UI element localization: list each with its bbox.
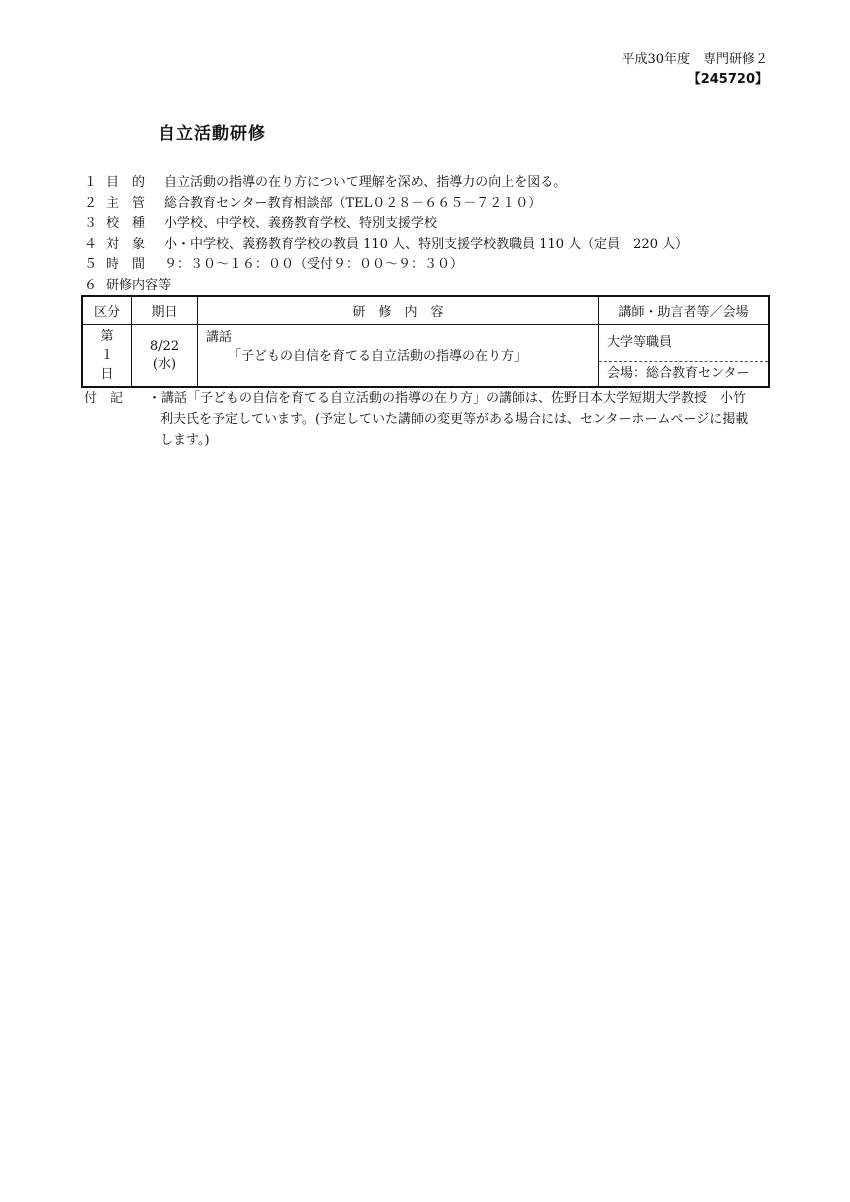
list-item-time xyxy=(84,255,784,276)
item-label: 時 間 xyxy=(106,257,146,272)
supplementary-note xyxy=(84,388,774,451)
item-number: ４ xyxy=(84,236,98,252)
list-item-target xyxy=(84,235,784,256)
header-content: 研 修 内 容 xyxy=(198,296,599,325)
content-cell xyxy=(198,325,599,388)
note-label: 付 記 xyxy=(84,391,124,406)
weekday-value: (水) xyxy=(152,356,177,372)
header-date: 期日 xyxy=(132,296,198,325)
note-line: ・講話「子どもの自信を育てる自立活動の指導の在り方」の講師は、佐野日本大学短期大学教授 小竹 xyxy=(148,391,747,406)
schedule-table xyxy=(81,295,770,388)
item-number: ６ xyxy=(84,277,98,293)
content-title: 講話 xyxy=(206,330,233,345)
venue: 会場：総合教育センター xyxy=(607,366,750,381)
item-number: ２ xyxy=(84,195,98,211)
note-line: 利夫氏を予定しています。(予定していた講師の変更等がある場合には、センターホームページに掲載 xyxy=(160,412,749,427)
day-number: １ xyxy=(100,348,114,363)
header-kubun: 区分 xyxy=(82,296,132,325)
year-course-label: 平成30年度 専門研修２ xyxy=(621,52,768,67)
item-label: 主 管 xyxy=(106,195,146,211)
lecturer-cell xyxy=(599,325,770,388)
item-text: 小・中学校、義務教育学校の教員 110 人、特別支援学校教職員 110 人（定員 220 人） xyxy=(164,236,689,252)
item-number: ３ xyxy=(84,216,98,231)
header-lecturer: 講師・助言者等／会場 xyxy=(599,296,770,325)
item-label: 校 種 xyxy=(106,216,146,231)
overview-list xyxy=(84,173,784,296)
date-value: 8/22 xyxy=(149,338,180,354)
item-label: 研修内容等 xyxy=(106,277,172,293)
list-item-contents xyxy=(84,276,784,297)
list-item-organizer xyxy=(84,194,784,215)
list-item-purpose xyxy=(84,173,784,194)
item-label: 目 的 xyxy=(106,175,146,190)
table-header-row xyxy=(82,296,769,325)
page-title: 自立活動研修 xyxy=(158,124,266,144)
item-text: 総合教育センター教育相談部（TEL０２８－６６５－７２１０） xyxy=(164,195,542,211)
day-cell xyxy=(82,325,132,388)
lecturer-name: 大学等職員 xyxy=(599,325,768,362)
list-item-school-type xyxy=(84,214,784,235)
note-line: します。) xyxy=(160,433,210,448)
item-text: 自立活動の指導の在り方について理解を深め、指導力の向上を図る。 xyxy=(164,175,567,190)
item-number: ５ xyxy=(84,257,98,272)
day-label-part: 第 xyxy=(100,329,114,344)
item-label: 対 象 xyxy=(106,236,146,252)
date-cell xyxy=(132,325,198,388)
document-header xyxy=(621,50,768,90)
day-label-part: 日 xyxy=(100,367,114,382)
course-code: 【245720】 xyxy=(687,72,768,87)
note-text xyxy=(148,388,774,451)
content-detail: 「子どもの自信を育てる自立活動の指導の在り方」 xyxy=(228,349,528,364)
table-row xyxy=(82,325,769,388)
item-number: １ xyxy=(84,175,98,190)
item-text: ９：３０～１６：００（受付９：００～９：３０） xyxy=(164,257,464,272)
item-text: 小学校、中学校、義務教育学校、特別支援学校 xyxy=(164,216,438,231)
